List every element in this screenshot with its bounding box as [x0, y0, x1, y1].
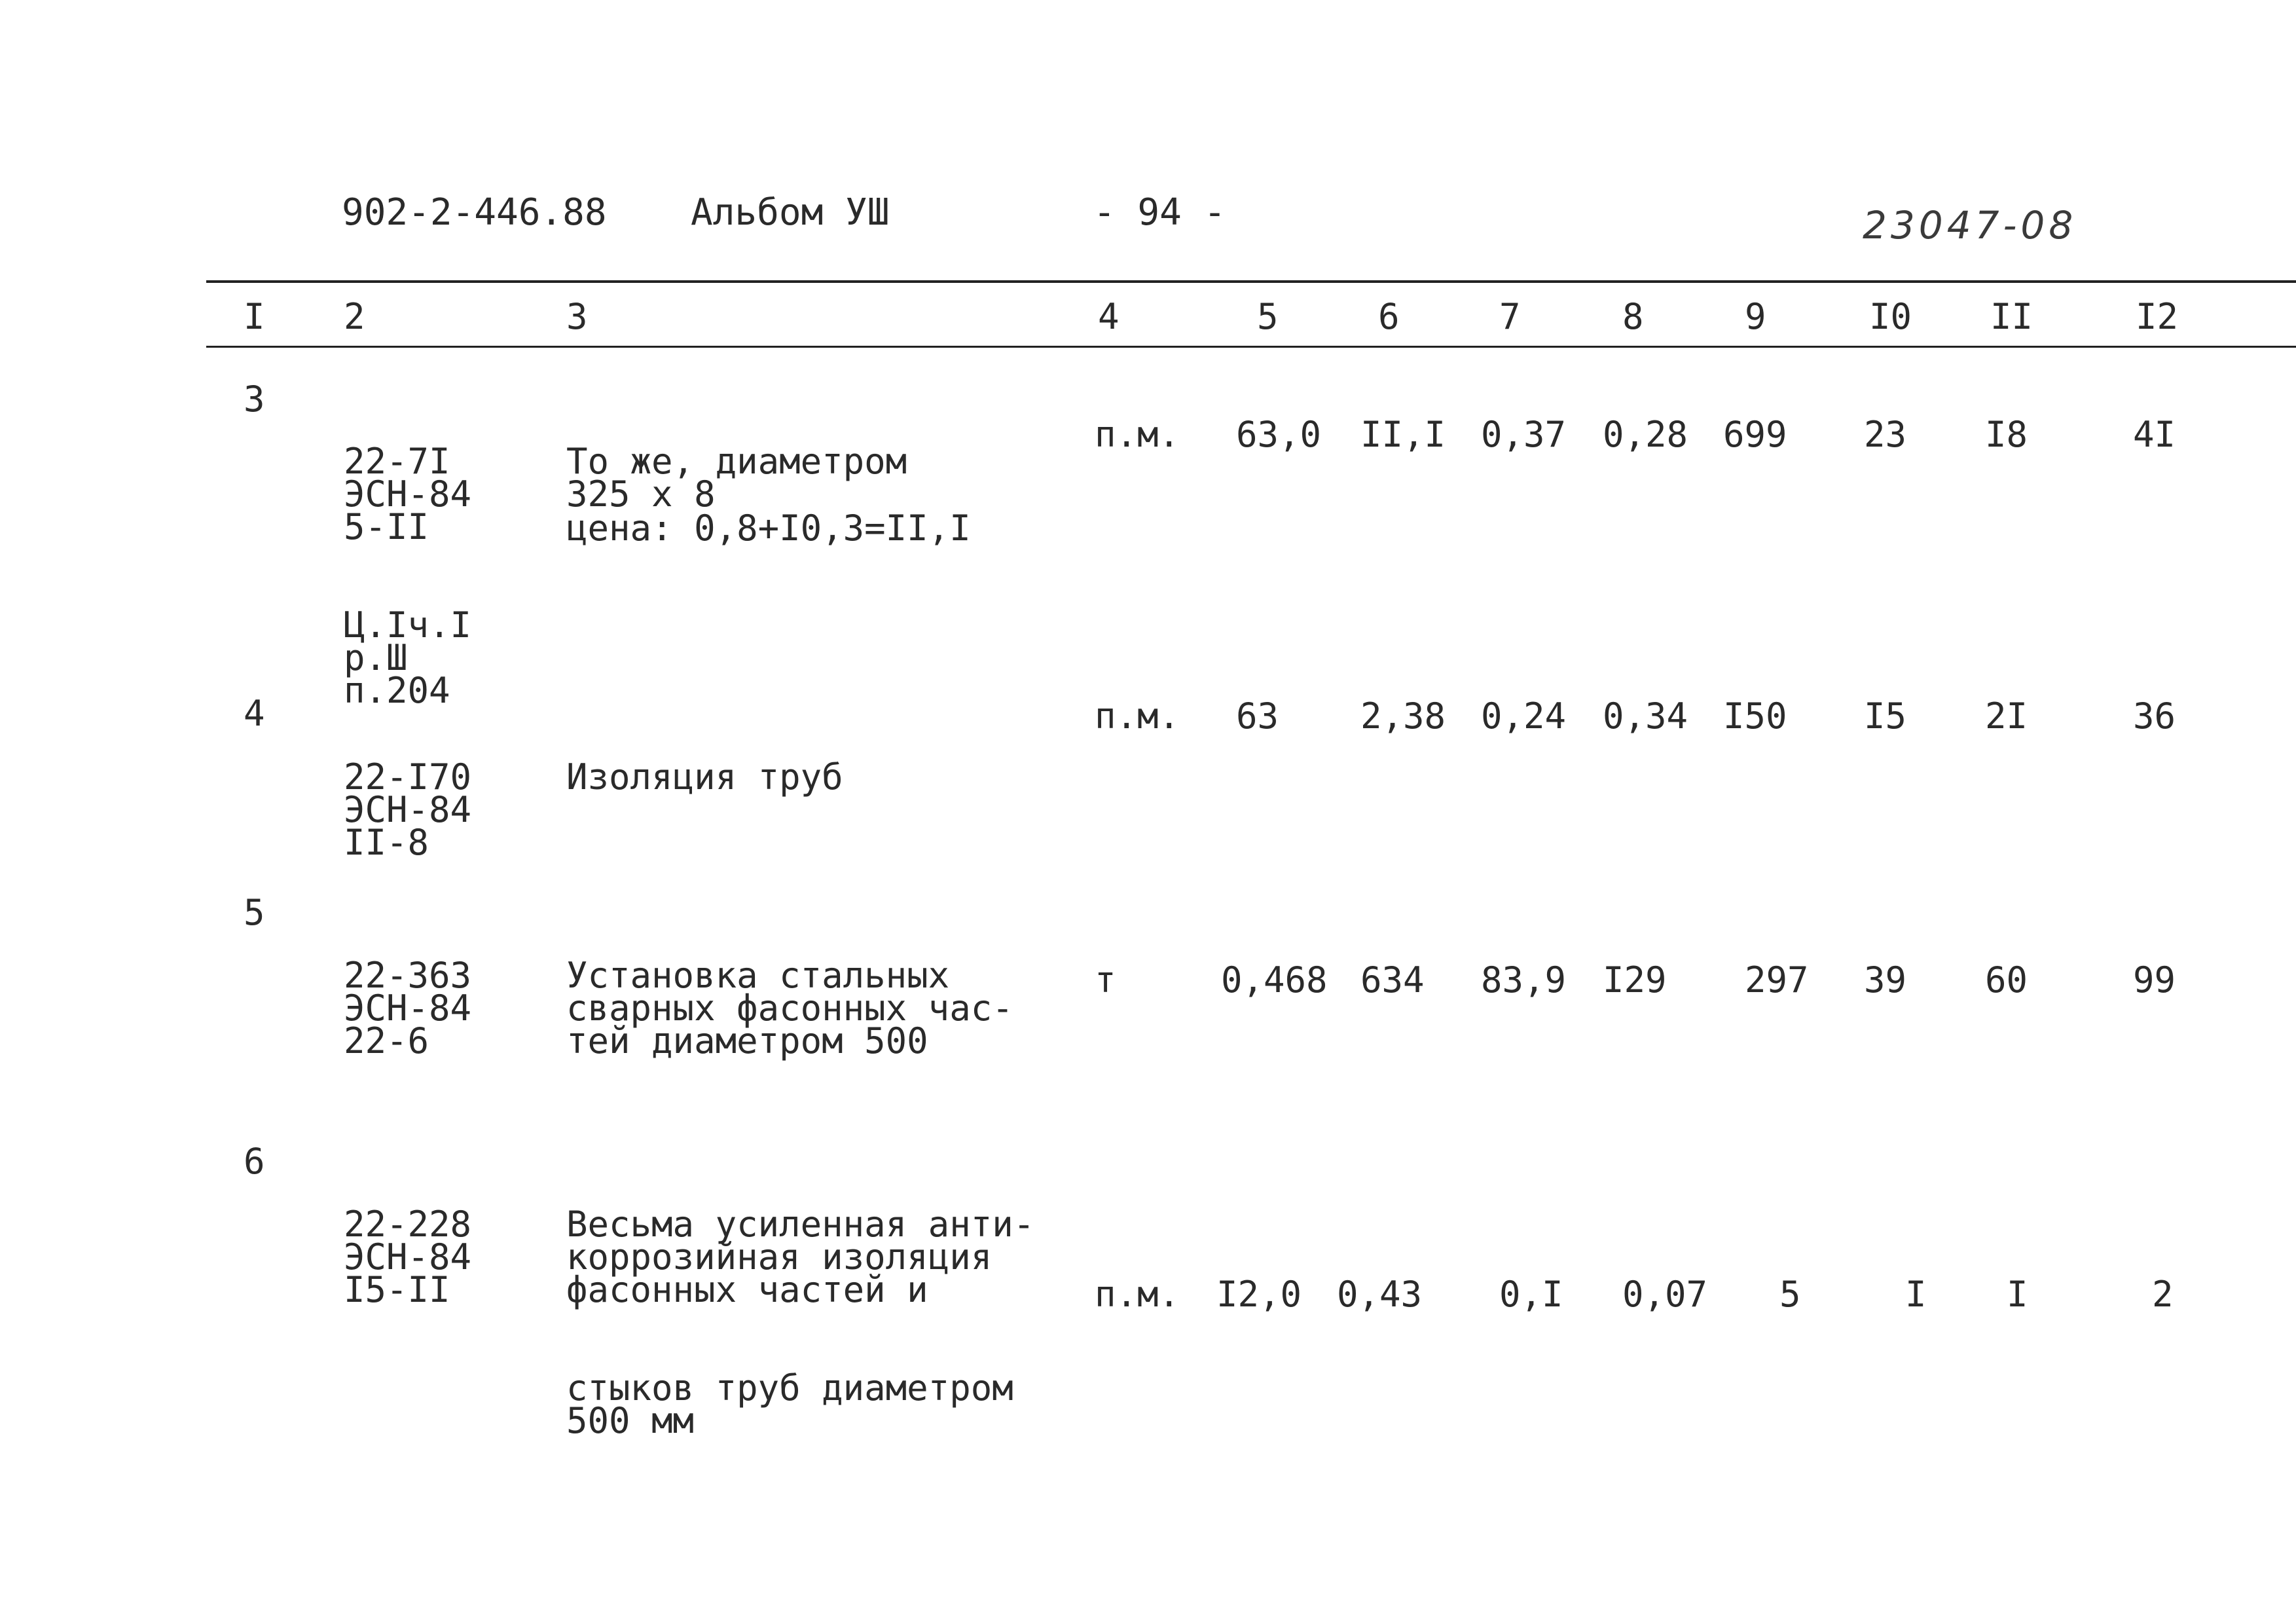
cell-value: 0,28	[1603, 414, 1688, 455]
cell-value: I	[2007, 1274, 2028, 1315]
cell-value: I2,0	[1216, 1274, 1302, 1315]
cell-value: I	[1905, 1274, 1927, 1315]
row-number: 6	[244, 1141, 265, 1182]
column-number: 6	[1378, 296, 1400, 337]
work-description: Весьма усиленная анти- коррозийная изоляция фасонных частей и стыков труб диаметром 500 мм	[566, 1204, 1035, 1441]
cell-value: 39	[1864, 959, 1907, 1001]
cell-value: I50	[1723, 695, 1787, 737]
cell-value: 83,9	[1481, 959, 1567, 1001]
cell-value: I29	[1603, 959, 1667, 1001]
cell-value: 297	[1745, 959, 1809, 1001]
handwritten-number: 23047-08	[1863, 203, 2077, 248]
cell-value: 0,468	[1221, 959, 1328, 1001]
work-description: То же, диаметром 325 х 8	[566, 441, 907, 515]
cell-value: 60	[1985, 959, 2028, 1001]
column-number: 5	[1257, 296, 1279, 337]
unit: п.м.	[1095, 414, 1180, 455]
row-number: 4	[244, 693, 265, 734]
column-number: II	[1990, 296, 2033, 337]
norm-code: 22-363 ЭСН-84 22-6	[344, 955, 472, 1061]
cell-value: 0,I	[1499, 1274, 1563, 1315]
album-label: Альбом УШ	[691, 191, 890, 234]
norm-code: 22-I70 ЭСН-84 II-8	[344, 756, 472, 863]
column-number: 4	[1098, 296, 1120, 337]
row-number: 3	[244, 378, 265, 420]
norm-code: 22-228 ЭСН-84 I5-II	[344, 1204, 472, 1310]
unit: п.м.	[1095, 1274, 1180, 1315]
cell-value: I5	[1864, 695, 1907, 737]
cell-value: 23	[1864, 414, 1907, 455]
cell-value: 2I	[1985, 695, 2028, 737]
work-description: Установка стальных сварных фасонных час- тей диаметром 500	[566, 955, 1013, 1061]
work-description: Изоляция труб	[566, 756, 843, 798]
column-number: 2	[344, 296, 365, 337]
column-number: I0	[1869, 296, 1912, 337]
cell-value: 5	[1779, 1274, 1801, 1315]
cell-value: 63	[1236, 695, 1279, 737]
row-number: 5	[244, 892, 265, 933]
column-number: 3	[566, 296, 588, 337]
cell-value: II,I	[1360, 414, 1446, 455]
column-number: 7	[1499, 296, 1521, 337]
cell-value: 0,34	[1603, 695, 1688, 737]
table-top-rule	[206, 280, 2296, 283]
norm-code: 22-7I ЭСН-84 5-II Ц.Iч.I р.Ш п.204	[344, 441, 472, 711]
document-code: 902-2-446.88	[342, 191, 607, 234]
cell-value: 0,07	[1622, 1274, 1708, 1315]
column-number: I	[244, 296, 265, 337]
cell-value: 99	[2133, 959, 2176, 1001]
cell-value: I8	[1985, 414, 2028, 455]
cell-value: 634	[1360, 959, 1425, 1001]
cell-value: 2,38	[1360, 695, 1446, 737]
column-number: 8	[1622, 296, 1644, 337]
column-number: 9	[1745, 296, 1766, 337]
column-number: I2	[2136, 296, 2179, 337]
cell-value: 0,43	[1337, 1274, 1423, 1315]
cell-value: 0,37	[1481, 414, 1567, 455]
page-number: - 94 -	[1093, 191, 1226, 234]
unit: т	[1095, 959, 1116, 1001]
cell-value: 4I	[2133, 414, 2176, 455]
cell-value: 36	[2133, 695, 2176, 737]
unit: п.м.	[1095, 695, 1180, 737]
price-note: цена: 0,8+I0,3=II,I	[566, 507, 971, 549]
table-header-rule	[206, 346, 2296, 348]
cell-value: 699	[1723, 414, 1787, 455]
cell-value: 63,0	[1236, 414, 1322, 455]
cell-value: 2	[2152, 1274, 2174, 1315]
cell-value: 0,24	[1481, 695, 1567, 737]
